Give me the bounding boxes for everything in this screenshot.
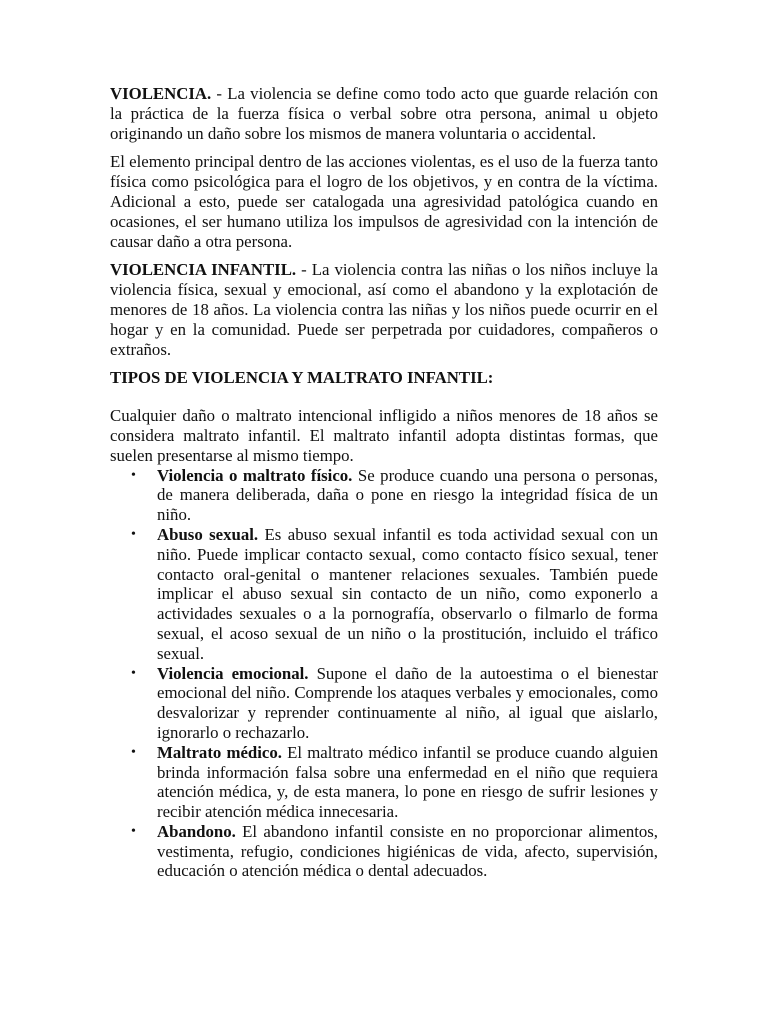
paragraph-violencia-infantil	[110, 260, 658, 359]
list-item	[131, 524, 658, 664]
paragraph-elemento-principal	[110, 152, 658, 251]
list-item	[131, 742, 659, 822]
list-item-term: Abuso sexual.	[157, 524, 259, 544]
types-list	[110, 466, 658, 882]
term-violencia-infantil: VIOLENCIA INFANTIL.	[110, 260, 297, 280]
term-violencia: VIOLENCIA.	[110, 84, 212, 103]
list-item	[131, 821, 658, 881]
bullet-icon: •	[131, 744, 136, 760]
paragraph-violencia-text: - La violencia se define como todo acto que guarde relación con la práctica de la fuerza física o verbal sobre otra persona, animal u objeto originando un daño sobre los mismos de manera voluntaria o accidental.	[110, 84, 658, 143]
bullet-icon: •	[131, 823, 136, 839]
list-item	[131, 465, 658, 525]
paragraph-elemento-principal-text: El elemento principal dentro de las acciones violentas, es el uso de la fuerza tanto física como psicológica para el logro de los objetivos, y en contra de la víctima. Adicional a esto, puede ser catalogada una agresividad patológica cuando en ocasiones, el ser humano utiliza los impulsos de agresividad con la intención de causar daño a otra persona.	[110, 152, 658, 251]
bullet-icon: •	[131, 467, 136, 483]
list-item-text: Se produce cuando una persona o personas, de manera deliberada, daña o pone en riesgo la integridad física de un niño.	[157, 465, 658, 525]
bullet-icon: •	[131, 665, 136, 681]
list-item-term: Abandono.	[157, 821, 236, 841]
list-item	[131, 663, 658, 743]
list-item-term: Violencia emocional.	[157, 663, 309, 683]
list-item-text: El maltrato médico infantil se produce cuando alguien brinda información falsa sobre una enfermedad en el niño que requiera atención médica, y, de esta manera, lo pone en riesgo de sufrir lesiones y recibir atención médica innecesaria.	[157, 742, 659, 822]
list-item-term: Violencia o maltrato físico.	[157, 465, 353, 485]
list-item-text: Es abuso sexual infantil es toda actividad sexual con un niño. Puede implicar contacto sexual, como contacto físico sexual, tener contacto oral-genital o mantener relaciones sexuales. También puede implicar el abuso sexual sin contacto de un niño, como exponerlo a actividades sexuales o a la pornografía, observarlo o filmarlo de forma sexual, el acoso sexual de un niño o la prostitución, incluido el tráfico sexual.	[157, 524, 658, 663]
section-heading: TIPOS DE VIOLENCIA Y MALTRATO INFANTIL:	[110, 368, 494, 388]
paragraph-intro	[110, 406, 658, 465]
bullet-icon: •	[131, 526, 136, 542]
list-item-text: Supone el daño de la autoestima o el bienestar emocional del niño. Comprende los ataques verbales y emocionales, como desvalorizar y reprender continuamente al niño, al igual que aislarlo, ignorarlo o rechazarlo.	[157, 663, 658, 742]
list-item-term: Maltrato médico.	[157, 742, 282, 762]
list-item-text: El abandono infantil consiste en no proporcionar alimentos, vestimenta, refugio, condiciones higiénicas de vida, afecto, supervisión, educación o atención médica o dental adecuados.	[157, 821, 658, 881]
paragraph-violencia-infantil-text: - La violencia contra las niñas o los niños incluye la violencia física, sexual y emocional, así como el abandono y la explotación de menores de 18 años. La violencia contra las niñas y los niños puede ocurrir en el hogar y en la comunidad. Puede ser perpetrada por cuidadores, compañeros o extraños.	[110, 260, 659, 359]
paragraph-violencia	[110, 84, 658, 143]
paragraph-intro-text: Cualquier daño o maltrato intencional infligido a niños menores de 18 años se considera maltrato infantil. El maltrato infantil adopta distintas formas, que suelen presentarse al mismo tiempo.	[110, 406, 658, 465]
